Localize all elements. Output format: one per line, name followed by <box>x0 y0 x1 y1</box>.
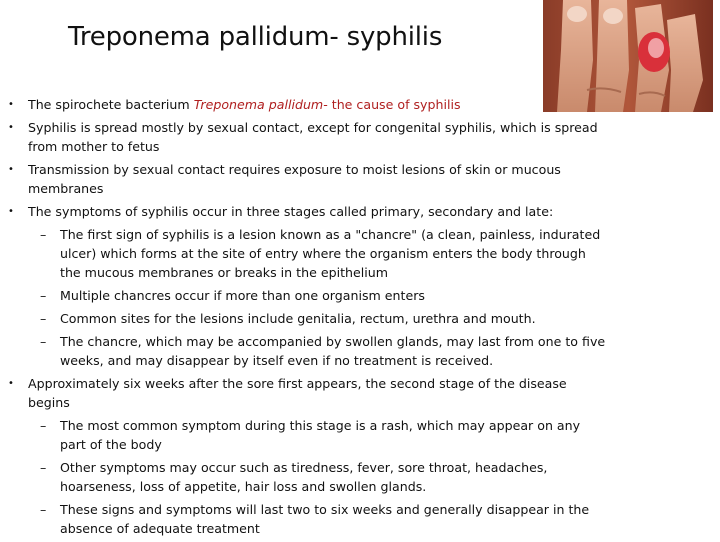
bullet-icon: • <box>8 99 14 110</box>
dash-icon: – <box>40 418 47 433</box>
bullet-item-stages <box>8 202 623 221</box>
bullet-icon: • <box>8 378 14 389</box>
sub-line: These signs and symptoms will last two to six weeks and generally disappear in the <box>60 502 590 517</box>
sub-line: the mucous membranes or breaks in the epithelium <box>60 265 388 280</box>
sub-line: Multiple chancres occur if more than one organism enters <box>60 288 425 303</box>
sub-line: part of the body <box>60 437 162 452</box>
organism-name: Treponema pallidum <box>193 97 324 112</box>
dash-icon: – <box>40 288 47 303</box>
item-line: Transmission by sexual contact requires exposure to moist lesions of skin or mucous <box>28 162 561 177</box>
bullet-item-transmission <box>8 160 623 198</box>
item-text-prefix: The spirochete bacterium <box>28 97 194 112</box>
item-line: Approximately six weeks after the sore first appears, the second stage of the disease <box>28 376 567 391</box>
item-line: membranes <box>28 181 104 196</box>
item-line: Syphilis is spread mostly by sexual contact, except for congenital syphilis, which is spread <box>28 120 598 135</box>
sub-line: The most common symptom during this stage is a rash, which may appear on any <box>60 418 581 433</box>
sub-line: Common sites for the lesions include genitalia, rectum, urethra and mouth. <box>60 311 536 326</box>
sub-item-chancre-duration <box>8 332 623 370</box>
slide-title: Treponema pallidum- syphilis <box>68 22 443 52</box>
dash-icon: – <box>40 311 47 326</box>
bullet-list <box>8 95 623 542</box>
sub-line: absence of adequate treatment <box>60 521 260 536</box>
sub-line: The chancre, which may be accompanied by swollen glands, may last from one to five <box>60 334 606 349</box>
sub-item-duration <box>8 500 623 538</box>
sub-line: The first sign of syphilis is a lesion known as a "chancre" (a clean, painless, indurated <box>60 227 601 242</box>
bullet-icon: • <box>8 122 14 133</box>
dash-icon: – <box>40 227 47 242</box>
dash-icon: – <box>40 502 47 517</box>
bullet-item-spread <box>8 118 623 156</box>
item-line: begins <box>28 395 70 410</box>
sub-line: hoarseness, loss of appetite, hair loss and swollen glands. <box>60 479 427 494</box>
bullet-item-second-stage <box>8 374 623 412</box>
sub-line: ulcer) which forms at the site of entry where the organism enters the body through <box>60 246 586 261</box>
dash-icon: – <box>40 460 47 475</box>
sub-item-first-sign <box>8 225 623 282</box>
sub-line: weeks, and may disappear by itself even if no treatment is received. <box>60 353 494 368</box>
sub-line: Other symptoms may occur such as tiredness, fever, sore throat, headaches, <box>60 460 548 475</box>
dash-icon: – <box>40 334 47 349</box>
item-text-mid: - the cause of <box>323 97 414 112</box>
sub-item-multiple-chancres <box>8 286 623 305</box>
disease-name: syphilis <box>413 97 461 112</box>
bullet-icon: • <box>8 164 14 175</box>
sub-item-other-symptoms <box>8 458 623 496</box>
item-line: The symptoms of syphilis occur in three stages called primary, secondary and late: <box>28 204 554 219</box>
bullet-icon: • <box>8 206 14 217</box>
bullet-item-cause <box>8 95 623 114</box>
sub-item-rash <box>8 416 623 454</box>
sub-item-common-sites <box>8 309 623 328</box>
item-line: from mother to fetus <box>28 139 160 154</box>
